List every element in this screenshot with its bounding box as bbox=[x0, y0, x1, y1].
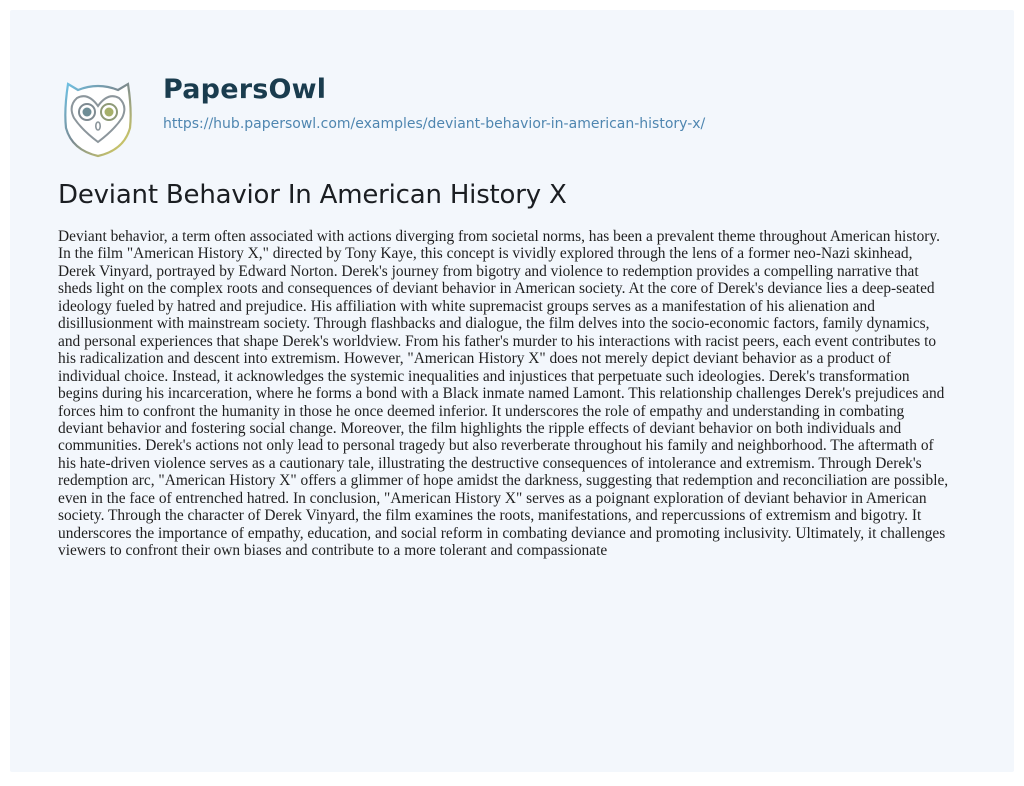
text-line: Derek Vinyard, portrayed by Edward Norton. Derek's journey from bigotry and violence to redemption provides a compelling narrative that bbox=[58, 262, 919, 280]
text-line: underscores the importance of empathy, education, and social reform in combating deviance and promoting inclusivity. Ultimately, it challenges bbox=[58, 524, 946, 542]
text-line: redemption arc, "American History X" offers a glimmer of hope amidst the darkness, suggesting that redemption and reconciliation are possible, bbox=[58, 472, 949, 490]
text-line: individual choice. Instead, it acknowledges the systemic inequalities and injustices that perpetuate such ideologies. Derek's transformation bbox=[58, 367, 910, 385]
text-line: his radicalization and descent into extremism. However, "American History X" does not merely depict deviant behavior as a product of bbox=[58, 350, 891, 368]
text-line: disillusionment with mainstream society. Through flashbacks and dialogue, the film delves into the socio-economic factors, family dynamics, bbox=[58, 315, 930, 333]
text-line: ideology fueled by hatred and prejudice. His affiliation with white supremacist groups serves as a manifestation of his alienation and bbox=[58, 297, 875, 315]
text-line: In the film "American History X," directed by Tony Kaye, this concept is vividly explored through the lens of a former neo-Nazi skinhead, bbox=[58, 245, 913, 263]
document-card bbox=[10, 10, 1014, 772]
text-line: communities. Derek's actions not only lead to personal tragedy but also reverberate throughout his family and neighborhood. The aftermath of bbox=[58, 437, 934, 455]
essay-body bbox=[58, 228, 998, 560]
owl-logo-icon bbox=[58, 70, 138, 158]
brand-name: PapersOwl bbox=[163, 74, 327, 105]
text-line: Deviant behavior, a term often associated with actions diverging from societal norms, has been a prevalent theme throughout American history. bbox=[58, 228, 940, 245]
text-line: viewers to confront their own biases and contribute to a more tolerant and compassionate bbox=[58, 542, 608, 560]
source-url-link[interactable]: https://hub.papersowl.com/examples/deviant-behavior-in-american-history-x/ bbox=[163, 116, 706, 132]
text-line: sheds light on the complex roots and consequences of deviant behavior in American society. At the core of Derek's deviance lies a deep-seated bbox=[58, 280, 935, 298]
text-line: society. Through the character of Derek Vinyard, the film examines the roots, manifestations, and repercussions of extremism and bigotry. It bbox=[58, 507, 922, 525]
text-line: his hate-driven violence serves as a cautionary tale, illustrating the destructive consequences of intolerance and extremism. Through Derek's bbox=[58, 454, 922, 472]
text-line: and personal experiences that shape Derek's worldview. From his father's murder to his interactions with racist peers, each event contributes to bbox=[58, 332, 937, 350]
text-line: forces him to confront the humanity in those he once deemed inferior. It underscores the role of empathy and understanding in combating bbox=[58, 402, 905, 420]
text-line: even in the face of entrenched hatred. In conclusion, "American History X" serves as a poignant exploration of deviant behavior in American bbox=[58, 489, 927, 507]
page-title: Deviant Behavior In American History X bbox=[58, 180, 567, 210]
text-line: begins during his incarceration, where he forms a bond with a Black inmate named Lamont. This relationship challenges Derek's prejudices and bbox=[58, 385, 945, 403]
text-line: deviant behavior and fostering social change. Moreover, the film highlights the ripple effects of deviant behavior on both individuals and bbox=[58, 419, 902, 437]
